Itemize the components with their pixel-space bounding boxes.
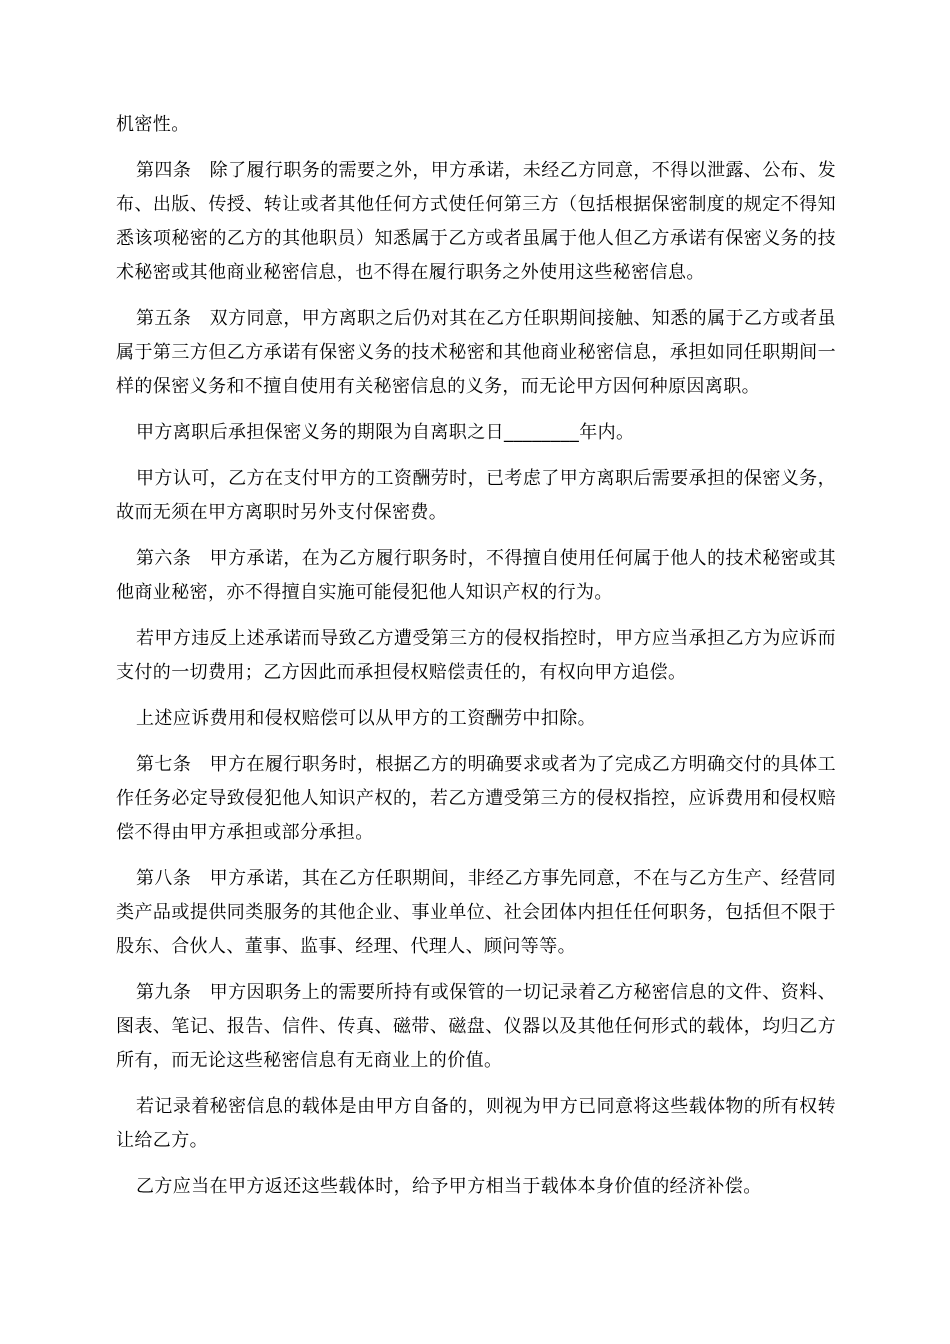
document-page xyxy=(116,108,836,1216)
paragraph-infringement-liability: 若甲方违反上述承诺而导致乙方遭受第三方的侵权指控时，甲方应当承担乙方为应诉而支付的一切费用；乙方因此而承担侵权赔偿责任的，有权向甲方追偿。 xyxy=(116,628,836,683)
paragraph-compensation: 乙方应当在甲方返还这些载体时，给予甲方相当于载体本身价值的经济补偿。 xyxy=(136,1176,762,1197)
paragraph-deduction: 上述应诉费用和侵权赔偿可以从甲方的工资酬劳中扣除。 xyxy=(136,708,596,729)
paragraph-carrier-ownership: 若记录着秘密信息的载体是由甲方自备的，则视为甲方已同意将这些载体物的所有权转让给乙方。 xyxy=(116,1096,836,1151)
paragraph-article-4: 第四条 除了履行职务的需要之外，甲方承诺，未经乙方同意，不得以泄露、公布、发布、出版、传授、转让或者其他任何方式使任何第三方（包括根据保密制度的规定不得知悉该项秘密的乙方的其他职员）知悉属于乙方或者虽属于他人但乙方承诺有保密义务的技术秘密或其他商业秘密信息，也不得在履行职务之外使用这些秘密信息。 xyxy=(116,160,836,283)
paragraph-article-7: 第七条 甲方在履行职务时，根据乙方的明确要求或者为了完成乙方明确交付的具体工作任务必定导致侵犯他人知识产权的，若乙方遭受第三方的侵权指控，应诉费用和侵权赔偿不得由甲方承担或部分承担。 xyxy=(116,754,836,843)
paragraph-confidentiality-fee: 甲方认可，乙方在支付甲方的工资酬劳时，已考虑了甲方离职后需要承担的保密义务，故而无须在甲方离职时另外支付保密费。 xyxy=(116,468,836,523)
paragraph-confidentiality-term: 甲方离职后承担保密义务的期限为自离职之日________年内。 xyxy=(136,422,635,443)
paragraph-article-5: 第五条 双方同意，甲方离职之后仍对其在乙方任职期间接触、知悉的属于乙方或者虽属于第三方但乙方承诺有保密义务的技术秘密和其他商业秘密信息，承担如同任职期间一样的保密义务和不擅自使用有关秘密信息的义务，而无论甲方因何种原因离职。 xyxy=(116,308,836,397)
paragraph-article-6: 第六条 甲方承诺，在为乙方履行职务时，不得擅自使用任何属于他人的技术秘密或其他商业秘密，亦不得擅自实施可能侵犯他人知识产权的行为。 xyxy=(116,548,836,603)
paragraph-continuation: 机密性。 xyxy=(116,114,190,135)
paragraph-article-9: 第九条 甲方因职务上的需要所持有或保管的一切记录着乙方秘密信息的文件、资料、图表、笔记、报告、信件、传真、磁带、磁盘、仪器以及其他任何形式的载体，均归乙方所有，而无论这些秘密信息有无商业上的价值。 xyxy=(116,982,836,1071)
paragraph-article-8: 第八条 甲方承诺，其在乙方任职期间，非经乙方事先同意，不在与乙方生产、经营同类产品或提供同类服务的其他企业、事业单位、社会团体内担任任何职务，包括但不限于股东、合伙人、董事、监事、经理、代理人、顾问等等。 xyxy=(116,868,836,957)
